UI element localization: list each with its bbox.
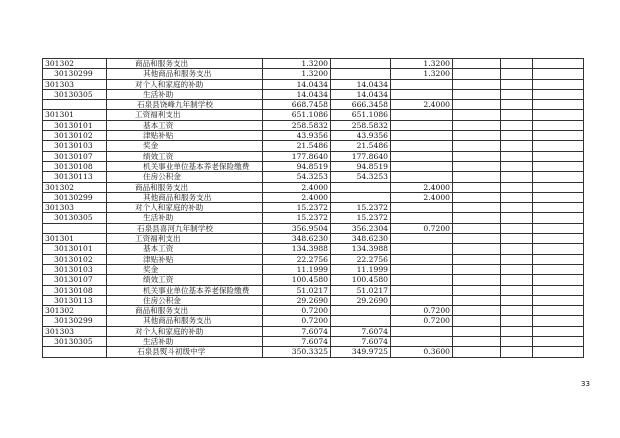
row-empty-cell [453, 306, 501, 316]
row-total-cell: 348.6230 [263, 234, 331, 244]
row-empty-cell [453, 347, 501, 357]
row-basic-cell: 666.3458 [331, 100, 391, 110]
row-basic-cell: 7.6074 [331, 337, 391, 347]
row-empty-cell [533, 295, 584, 305]
page-number: 33 [581, 380, 590, 388]
row-total-cell: 258.5832 [263, 120, 331, 130]
row-empty-cell [501, 120, 533, 130]
row-project-cell [391, 172, 453, 182]
row-empty-cell [453, 316, 501, 326]
table-row [43, 326, 584, 336]
row-empty-cell [453, 141, 501, 151]
row-basic-cell [331, 182, 391, 192]
row-project-cell [391, 141, 453, 151]
row-empty-cell [533, 120, 584, 130]
row-project-cell: 2.4000 [391, 182, 453, 192]
row-name-cell: 奖金 [107, 141, 263, 151]
table-row [43, 306, 584, 316]
row-name-cell: 生活补助 [107, 337, 263, 347]
row-code-cell: 30130113 [43, 295, 107, 305]
table-row [43, 151, 584, 161]
row-basic-cell [331, 59, 391, 69]
row-total-cell: 1.3200 [263, 69, 331, 79]
table-row [43, 69, 584, 79]
row-code-cell: 30130113 [43, 172, 107, 182]
table-row [43, 182, 584, 192]
row-project-cell [391, 254, 453, 264]
row-name-cell: 石泉县喜河九年制学校 [107, 223, 263, 233]
row-name-cell: 对个人和家庭的补助 [107, 203, 263, 213]
row-total-cell: 51.0217 [263, 285, 331, 295]
row-empty-cell [453, 326, 501, 336]
budget-table [42, 58, 584, 358]
row-empty-cell [501, 69, 533, 79]
row-empty-cell [501, 79, 533, 89]
row-project-cell [391, 89, 453, 99]
row-empty-cell [453, 203, 501, 213]
row-basic-cell: 14.0434 [331, 79, 391, 89]
row-project-cell: 0.7200 [391, 316, 453, 326]
row-basic-cell: 356.2304 [331, 223, 391, 233]
row-empty-cell [533, 79, 584, 89]
row-project-cell: 1.3200 [391, 59, 453, 69]
row-name-cell: 基本工资 [107, 244, 263, 254]
row-project-cell [391, 244, 453, 254]
row-code-cell: 30130108 [43, 285, 107, 295]
table-row [43, 295, 584, 305]
row-empty-cell [501, 192, 533, 202]
row-empty-cell [533, 213, 584, 223]
row-basic-cell [331, 306, 391, 316]
row-basic-cell: 258.5832 [331, 120, 391, 130]
row-total-cell: 0.7200 [263, 316, 331, 326]
row-code-cell [43, 347, 107, 357]
row-code-cell: 30130101 [43, 120, 107, 130]
row-project-cell [391, 151, 453, 161]
row-total-cell: 14.0434 [263, 79, 331, 89]
table-row [43, 285, 584, 295]
row-empty-cell [533, 254, 584, 264]
row-empty-cell [501, 347, 533, 357]
row-empty-cell [501, 182, 533, 192]
row-empty-cell [533, 203, 584, 213]
table-row [43, 213, 584, 223]
row-name-cell: 对个人和家庭的补助 [107, 326, 263, 336]
row-empty-cell [533, 316, 584, 326]
row-empty-cell [501, 244, 533, 254]
row-code-cell: 30130103 [43, 141, 107, 151]
row-empty-cell [501, 234, 533, 244]
row-name-cell: 商品和服务支出 [107, 59, 263, 69]
row-empty-cell [533, 275, 584, 285]
row-total-cell: 350.3325 [263, 347, 331, 357]
row-empty-cell [501, 213, 533, 223]
row-total-cell: 15.2372 [263, 203, 331, 213]
row-empty-cell [533, 69, 584, 79]
row-total-cell: 7.6074 [263, 326, 331, 336]
row-name-cell: 工资福利支出 [107, 234, 263, 244]
row-project-cell [391, 161, 453, 171]
row-empty-cell [453, 234, 501, 244]
row-total-cell: 134.3988 [263, 244, 331, 254]
row-name-cell: 其他商品和服务支出 [107, 192, 263, 202]
row-total-cell: 15.2372 [263, 213, 331, 223]
row-total-cell: 11.1999 [263, 264, 331, 274]
row-project-cell: 0.3600 [391, 347, 453, 357]
row-empty-cell [501, 223, 533, 233]
row-code-cell [43, 223, 107, 233]
row-project-cell [391, 79, 453, 89]
table-row [43, 172, 584, 182]
row-empty-cell [453, 244, 501, 254]
row-name-cell: 基本工资 [107, 120, 263, 130]
row-basic-cell: 7.6074 [331, 326, 391, 336]
table-row [43, 244, 584, 254]
row-total-cell: 29.2690 [263, 295, 331, 305]
row-code-cell: 301303 [43, 326, 107, 336]
table-row [43, 275, 584, 285]
row-empty-cell [533, 264, 584, 274]
row-name-cell: 其他商品和服务支出 [107, 316, 263, 326]
row-basic-cell: 100.4580 [331, 275, 391, 285]
row-empty-cell [453, 264, 501, 274]
row-code-cell: 301301 [43, 110, 107, 120]
row-code-cell: 301303 [43, 79, 107, 89]
row-empty-cell [533, 141, 584, 151]
table-row [43, 120, 584, 130]
row-empty-cell [453, 275, 501, 285]
row-total-cell: 0.7200 [263, 306, 331, 316]
table-row [43, 203, 584, 213]
row-project-cell: 2.4000 [391, 100, 453, 110]
row-total-cell: 668.7458 [263, 100, 331, 110]
row-basic-cell: 651.1086 [331, 110, 391, 120]
table-body [43, 59, 584, 358]
row-project-cell [391, 234, 453, 244]
row-empty-cell [453, 69, 501, 79]
row-empty-cell [501, 337, 533, 347]
row-total-cell: 2.4000 [263, 192, 331, 202]
row-empty-cell [533, 347, 584, 357]
row-project-cell: 0.7200 [391, 223, 453, 233]
row-empty-cell [453, 192, 501, 202]
table-row [43, 264, 584, 274]
row-empty-cell [533, 234, 584, 244]
row-empty-cell [533, 59, 584, 69]
table-row [43, 59, 584, 69]
row-empty-cell [533, 161, 584, 171]
row-name-cell: 机关事业单位基本养老保险缴费 [107, 285, 263, 295]
row-basic-cell: 22.2756 [331, 254, 391, 264]
row-code-cell: 30130299 [43, 192, 107, 202]
row-empty-cell [453, 89, 501, 99]
row-empty-cell [453, 254, 501, 264]
row-basic-cell: 29.2690 [331, 295, 391, 305]
row-project-cell: 1.3200 [391, 69, 453, 79]
row-name-cell: 石泉县熨斗初级中学 [107, 347, 263, 357]
row-basic-cell: 349.9725 [331, 347, 391, 357]
row-code-cell: 301301 [43, 234, 107, 244]
row-name-cell: 生活补助 [107, 213, 263, 223]
row-total-cell: 1.3200 [263, 59, 331, 69]
table-row [43, 254, 584, 264]
row-empty-cell [533, 89, 584, 99]
row-total-cell: 177.8640 [263, 151, 331, 161]
row-code-cell: 30130299 [43, 316, 107, 326]
row-empty-cell [453, 213, 501, 223]
row-empty-cell [453, 295, 501, 305]
row-empty-cell [453, 161, 501, 171]
row-name-cell: 商品和服务支出 [107, 306, 263, 316]
row-project-cell [391, 264, 453, 274]
row-code-cell: 30130107 [43, 275, 107, 285]
row-empty-cell [453, 100, 501, 110]
row-basic-cell: 15.2372 [331, 213, 391, 223]
table-row [43, 337, 584, 347]
row-empty-cell [453, 79, 501, 89]
row-empty-cell [501, 264, 533, 274]
table-row [43, 161, 584, 171]
row-basic-cell: 54.3253 [331, 172, 391, 182]
row-name-cell: 住房公积金 [107, 295, 263, 305]
row-empty-cell [453, 59, 501, 69]
row-basic-cell [331, 69, 391, 79]
row-project-cell [391, 213, 453, 223]
row-code-cell: 30130305 [43, 89, 107, 99]
row-code-cell: 30130305 [43, 213, 107, 223]
row-name-cell: 其他商品和服务支出 [107, 69, 263, 79]
row-basic-cell: 94.8519 [331, 161, 391, 171]
row-empty-cell [533, 172, 584, 182]
row-code-cell: 30130103 [43, 264, 107, 274]
table-row [43, 131, 584, 141]
row-total-cell: 100.4580 [263, 275, 331, 285]
table-row [43, 100, 584, 110]
row-empty-cell [453, 337, 501, 347]
row-project-cell [391, 275, 453, 285]
row-project-cell: 0.7200 [391, 306, 453, 316]
row-name-cell: 津贴补贴 [107, 254, 263, 264]
row-empty-cell [453, 151, 501, 161]
row-empty-cell [501, 110, 533, 120]
row-code-cell: 301303 [43, 203, 107, 213]
row-project-cell [391, 120, 453, 130]
row-empty-cell [453, 172, 501, 182]
row-total-cell: 54.3253 [263, 172, 331, 182]
row-empty-cell [501, 172, 533, 182]
table-row [43, 347, 584, 357]
row-code-cell: 301302 [43, 182, 107, 192]
row-empty-cell [501, 254, 533, 264]
row-basic-cell: 51.0217 [331, 285, 391, 295]
row-empty-cell [533, 192, 584, 202]
row-basic-cell: 177.8640 [331, 151, 391, 161]
row-empty-cell [501, 275, 533, 285]
row-name-cell: 商品和服务支出 [107, 182, 263, 192]
row-empty-cell [501, 59, 533, 69]
table-row [43, 192, 584, 202]
row-project-cell [391, 295, 453, 305]
row-name-cell: 生活补助 [107, 89, 263, 99]
row-basic-cell: 348.6230 [331, 234, 391, 244]
row-empty-cell [533, 326, 584, 336]
row-empty-cell [533, 223, 584, 233]
row-name-cell: 机关事业单位基本养老保险缴费 [107, 161, 263, 171]
row-name-cell: 绩效工资 [107, 151, 263, 161]
row-total-cell: 356.9504 [263, 223, 331, 233]
row-code-cell: 301302 [43, 306, 107, 316]
row-basic-cell: 134.3988 [331, 244, 391, 254]
row-basic-cell: 21.5486 [331, 141, 391, 151]
row-empty-cell [533, 151, 584, 161]
row-empty-cell [501, 306, 533, 316]
row-name-cell: 津贴补贴 [107, 131, 263, 141]
row-project-cell: 2.4000 [391, 192, 453, 202]
row-empty-cell [501, 295, 533, 305]
row-empty-cell [533, 100, 584, 110]
row-name-cell: 工资福利支出 [107, 110, 263, 120]
row-project-cell [391, 326, 453, 336]
row-name-cell: 石泉县饶峰九年制学校 [107, 100, 263, 110]
row-basic-cell [331, 316, 391, 326]
row-basic-cell [331, 192, 391, 202]
row-project-cell [391, 285, 453, 295]
row-name-cell: 对个人和家庭的补助 [107, 79, 263, 89]
row-empty-cell [501, 326, 533, 336]
row-project-cell [391, 110, 453, 120]
row-total-cell: 2.4000 [263, 182, 331, 192]
row-total-cell: 21.5486 [263, 141, 331, 151]
row-empty-cell [453, 131, 501, 141]
row-empty-cell [453, 110, 501, 120]
row-code-cell: 30130107 [43, 151, 107, 161]
table-row [43, 223, 584, 233]
row-empty-cell [501, 100, 533, 110]
row-total-cell: 7.6074 [263, 337, 331, 347]
row-basic-cell: 43.9356 [331, 131, 391, 141]
row-name-cell: 绩效工资 [107, 275, 263, 285]
row-empty-cell [533, 285, 584, 295]
row-empty-cell [533, 244, 584, 254]
row-code-cell: 301302 [43, 59, 107, 69]
table-row [43, 79, 584, 89]
row-code-cell: 30130102 [43, 254, 107, 264]
row-basic-cell: 15.2372 [331, 203, 391, 213]
row-total-cell: 14.0434 [263, 89, 331, 99]
row-empty-cell [453, 120, 501, 130]
row-empty-cell [533, 306, 584, 316]
row-empty-cell [453, 223, 501, 233]
row-empty-cell [501, 285, 533, 295]
row-total-cell: 43.9356 [263, 131, 331, 141]
row-empty-cell [533, 131, 584, 141]
row-code-cell: 30130101 [43, 244, 107, 254]
row-name-cell: 奖金 [107, 264, 263, 274]
row-total-cell: 651.1086 [263, 110, 331, 120]
row-empty-cell [453, 182, 501, 192]
row-code-cell [43, 100, 107, 110]
row-project-cell [391, 131, 453, 141]
row-empty-cell [501, 161, 533, 171]
row-total-cell: 94.8519 [263, 161, 331, 171]
row-empty-cell [501, 131, 533, 141]
row-empty-cell [501, 141, 533, 151]
row-name-cell: 住房公积金 [107, 172, 263, 182]
row-empty-cell [501, 151, 533, 161]
row-code-cell: 30130299 [43, 69, 107, 79]
row-code-cell: 30130305 [43, 337, 107, 347]
row-total-cell: 22.2756 [263, 254, 331, 264]
row-empty-cell [501, 316, 533, 326]
row-code-cell: 30130102 [43, 131, 107, 141]
row-empty-cell [501, 203, 533, 213]
table-row [43, 234, 584, 244]
table-row [43, 89, 584, 99]
row-basic-cell: 14.0434 [331, 89, 391, 99]
row-code-cell: 30130108 [43, 161, 107, 171]
row-empty-cell [501, 89, 533, 99]
row-empty-cell [453, 285, 501, 295]
table-row [43, 110, 584, 120]
row-basic-cell: 11.1999 [331, 264, 391, 274]
row-empty-cell [533, 110, 584, 120]
table-row [43, 141, 584, 151]
table-row [43, 316, 584, 326]
row-empty-cell [533, 182, 584, 192]
row-empty-cell [533, 337, 584, 347]
row-project-cell [391, 203, 453, 213]
row-project-cell [391, 337, 453, 347]
